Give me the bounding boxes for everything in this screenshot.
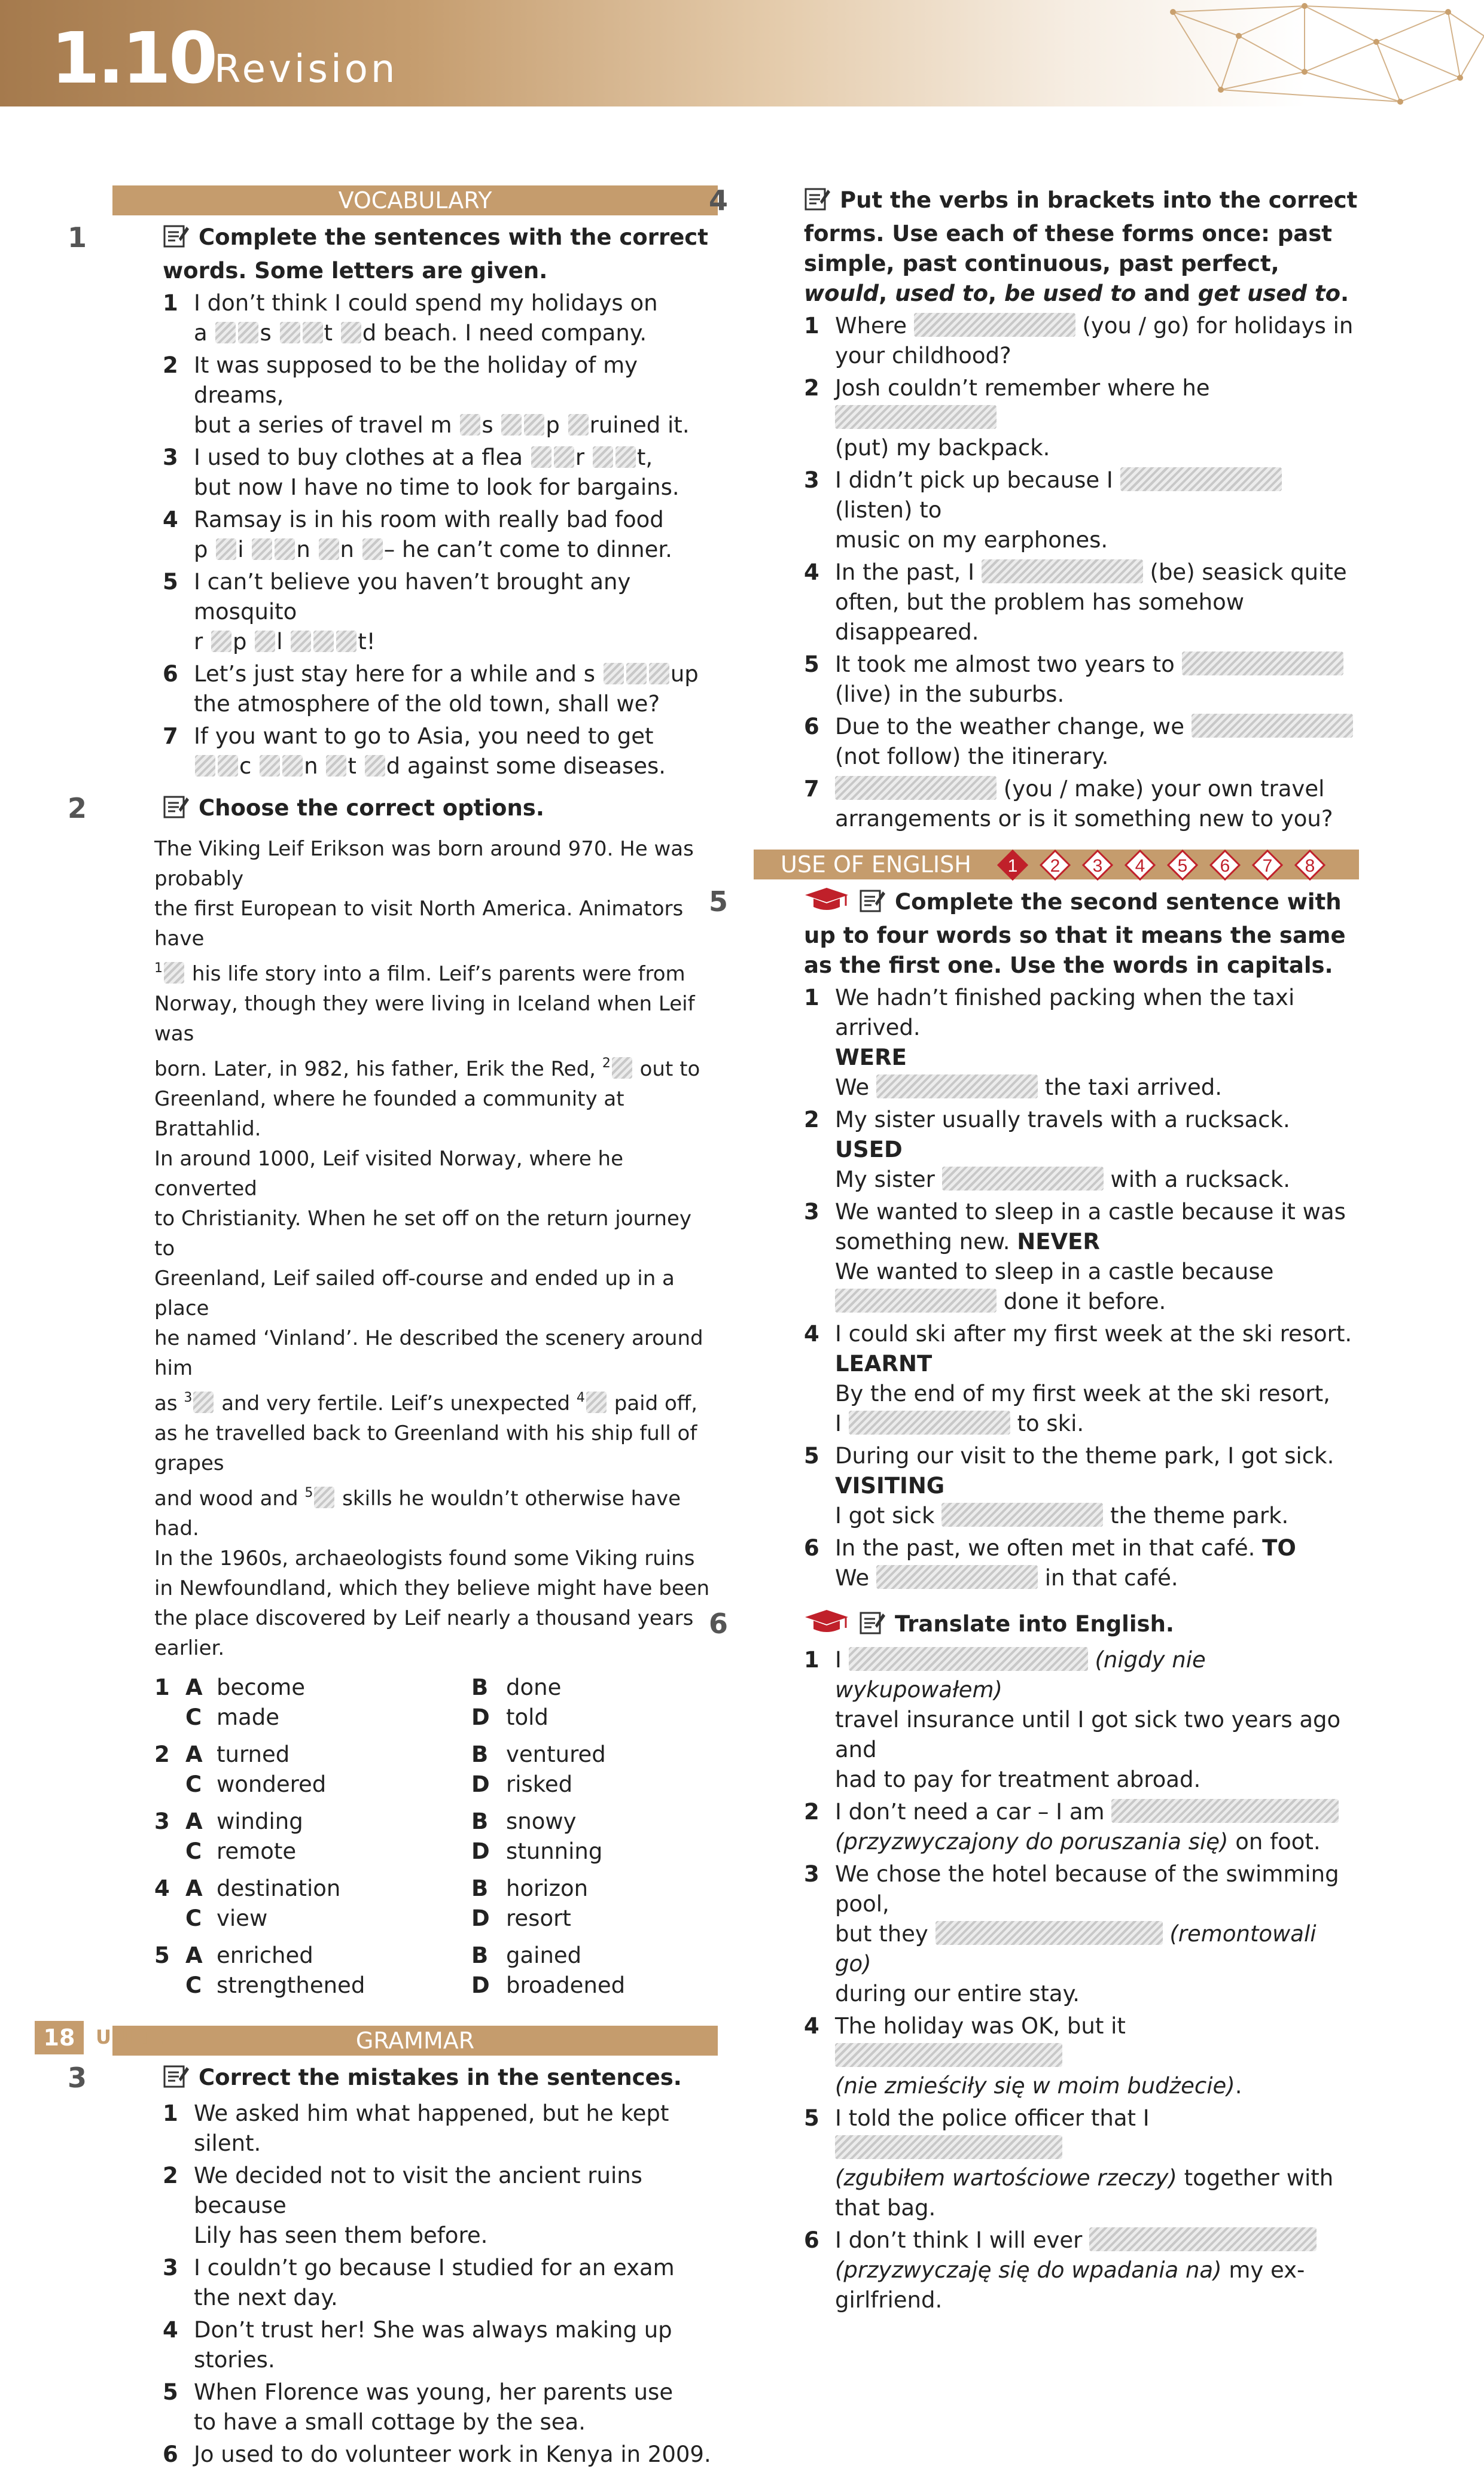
- item-number: 4: [163, 2317, 178, 2343]
- item-number: 5: [163, 569, 178, 595]
- answer-gap[interactable]: [1120, 467, 1282, 491]
- list-item: 3 I couldn’t go because I studied for an exam the next day.: [163, 2253, 718, 2313]
- list-item: 6 Let’s just stay here for a while and s up the atmosphere of the old town, shall we?: [163, 659, 718, 719]
- letter-gap[interactable]: [280, 322, 300, 343]
- exercise-number: 4: [709, 184, 729, 217]
- item-number: 6: [804, 2227, 819, 2253]
- answer-gap[interactable]: [1089, 2227, 1317, 2251]
- letter-gap[interactable]: [255, 631, 275, 652]
- item-number: 3: [804, 1861, 819, 1887]
- item-number: 6: [804, 714, 819, 739]
- option-C[interactable]: C view: [185, 1905, 268, 1931]
- grammar-banner: GRAMMAR: [112, 2026, 718, 2056]
- letter-gap[interactable]: [362, 538, 383, 560]
- exercise-4-instruction: 4 Put the verbs in brackets into the correct forms. Use each of these forms once: past simple, past continuous, past perfect, would, used to, be used to and get used to.: [709, 184, 1358, 306]
- answer-gap[interactable]: [835, 1289, 997, 1313]
- list-item: 1 I don’t think I could spend my holidays on a s t d beach. I need company.: [163, 288, 718, 348]
- list-item: 3 I used to buy clothes at a flea r t, but now I have no time to look for bargains.: [163, 443, 718, 503]
- item-number: 2: [804, 1799, 819, 1825]
- answer-gap[interactable]: [193, 1392, 214, 1413]
- exam-task-diamonds: [996, 848, 1343, 882]
- item-number: 4: [163, 507, 178, 532]
- list-item: 5 I told the police officer that I (zgubiłem wartościowe rzeczy) together with that bag.: [804, 2103, 1359, 2223]
- letter-gap[interactable]: [319, 538, 339, 560]
- list-item: 4 I could ski after my first week at the ski resort. LEARNT By the end of my first week at the ski resort, I to ski.: [804, 1319, 1359, 1439]
- answer-gap[interactable]: [936, 1921, 1163, 1945]
- letter-gap[interactable]: [282, 755, 303, 777]
- list-item: 4 In the past, I (be) seasick quite often, but the problem has somehow disappeared.: [804, 558, 1359, 647]
- item-number: 2: [804, 1107, 819, 1133]
- option-B[interactable]: B horizon: [471, 1876, 589, 1901]
- exercise-number: 1: [68, 221, 87, 254]
- answer-gap[interactable]: [849, 1647, 1088, 1671]
- answer-gap[interactable]: [876, 1074, 1038, 1098]
- list-item: 7 (you / make) your own travel arrangements or is it something new to you?: [804, 774, 1359, 834]
- list-item: 6 In the past, we often met in that café. TO We in that café.: [804, 1533, 1359, 1593]
- item-number: 6: [163, 2441, 178, 2467]
- diamond-label: 8: [1305, 856, 1315, 876]
- letter-gap[interactable]: [216, 538, 236, 560]
- exercise-4-items: [754, 311, 1359, 834]
- use-of-english-banner: USE OF ENGLISH 1 2 3 4 5 6 7 8: [754, 850, 1359, 879]
- option-C[interactable]: C wondered: [185, 1771, 327, 1797]
- item-number: 6: [804, 1535, 819, 1561]
- list-item: 5 During our visit to the theme park, I got sick. VISITING I got sick the theme park.: [804, 1441, 1359, 1531]
- answer-gap[interactable]: [982, 559, 1143, 583]
- writing-icon: [859, 888, 886, 921]
- item-number: 5: [804, 2105, 819, 2131]
- list-item: 1 We asked him what happened, but he kept silent.: [163, 2099, 718, 2159]
- letter-gap[interactable]: [568, 414, 589, 436]
- list-item: 5 I can’t believe you haven’t brought any mosquito r p l t!: [163, 567, 718, 657]
- answer-gap[interactable]: [876, 1565, 1038, 1589]
- letter-gap[interactable]: [252, 538, 272, 560]
- writing-icon: [163, 223, 190, 256]
- writing-icon: [163, 2063, 190, 2096]
- list-item: 1 I (nigdy nie wykupowałem) travel insurance until I got sick two years ago and had to pay for treatment abroad.: [804, 1645, 1359, 1795]
- letter-gap[interactable]: [238, 322, 258, 343]
- option-D[interactable]: D resort: [471, 1905, 571, 1931]
- reading-text: The Viking Leif Erikson was born around 970. He was probably the first European to visit North America. Animators have $^1$ his life story into a film. Leif’s parents were from Norway, though they were living in Iceland when Leif was born. Later, in 982, his father, Erik the Red, $^2$ out to Greenland, where he founded a community at Brattahlid. In around 1000, Leif visited Norway, where he converted to Christianity. When he set off on the return journey to Greenland, Leif sailed off-course and ended up in a place he named ‘Vinland’. He described the scenery around him as $^3$ and very fertile. Leif’s unexpected $^4$ paid off, as he travelled back to Greenland with his ship full of grapes and wood and $^5$ skills he wouldn’t otherwise have had. In the 1960s, archaeologists found some Viking ruins in Newfoundland, which they believe might have been the place discovered by Leif nearly a thousand years earlier.: [154, 837, 710, 1660]
- item-number: 1: [804, 985, 819, 1010]
- letter-gap[interactable]: [195, 755, 215, 777]
- item-number: 2: [163, 2163, 178, 2188]
- list-item: 6 Due to the weather change, we (not follow) the itinerary.: [804, 712, 1359, 772]
- option-B[interactable]: B snowy: [471, 1809, 577, 1834]
- answer-gap[interactable]: [835, 405, 997, 429]
- list-item: 7 If you want to go to Asia, you need to get c n t d against some diseases.: [163, 721, 718, 781]
- exercise-1-items: [112, 288, 718, 781]
- letter-gap[interactable]: [531, 446, 551, 468]
- item-number: 1: [163, 290, 178, 316]
- graduation-cap-icon: [804, 887, 851, 921]
- letter-gap[interactable]: [604, 663, 624, 684]
- option-D[interactable]: D told: [471, 1704, 548, 1730]
- item-number: 5: [163, 2379, 178, 2405]
- option-D[interactable]: D stunning: [471, 1838, 603, 1864]
- writing-icon: [163, 794, 190, 827]
- answer-gap[interactable]: [942, 1167, 1104, 1191]
- list-item: 2 Josh couldn’t remember where he (put) my backpack.: [804, 373, 1359, 463]
- list-item: 1 Where (you / go) for holidays in your childhood?: [804, 311, 1359, 371]
- graduation-cap-icon: [804, 1609, 851, 1643]
- list-item: 4 The holiday was OK, but it (nie zmieściły się w moim budżecie).: [804, 2011, 1359, 2101]
- letter-gap[interactable]: [341, 322, 361, 343]
- item-number: 3: [804, 1199, 819, 1225]
- exercise-6-instruction: 6 Translate into English.: [754, 1609, 1359, 1643]
- page-header: [0, 0, 1484, 106]
- exercise-5-items: [754, 983, 1359, 1593]
- letter-gap[interactable]: [211, 631, 231, 652]
- option-D[interactable]: D risked: [471, 1771, 573, 1797]
- exercise-number: 5: [709, 885, 729, 918]
- item-number: 2: [163, 352, 178, 378]
- letter-gap[interactable]: [303, 322, 323, 343]
- list-item: 3 We chose the hotel because of the swimming pool, but they (remontowali go) during our entire stay.: [804, 1859, 1359, 2009]
- list-item: 3 We wanted to sleep in a castle because it was something new. NEVER We wanted to sleep in a castle because done it before.: [804, 1197, 1359, 1317]
- exercise-1-instruction: 1 Complete the sentences with the correct words. Some letters are given.: [68, 221, 708, 284]
- exercise-6-items: [754, 1645, 1359, 2315]
- answer-gap[interactable]: [612, 1057, 632, 1079]
- option-B[interactable]: B gained: [471, 1943, 582, 1968]
- list-item: 5 When Florence was young, her parents use to have a small cottage by the sea.: [163, 2377, 718, 2437]
- diamond-label: 4: [1135, 856, 1145, 876]
- letter-gap[interactable]: [260, 755, 280, 777]
- item-number: 3: [804, 467, 819, 493]
- letter-gap[interactable]: [215, 322, 236, 343]
- list-item: 4 Don’t trust her! She was always making up stories.: [163, 2315, 718, 2375]
- item-number: 1: [804, 313, 819, 339]
- diamond-label: 7: [1262, 856, 1273, 876]
- lesson-number: 1.10: [51, 17, 216, 99]
- letter-gap[interactable]: [524, 414, 544, 436]
- list-item: 6 Jo used to do volunteer work in Kenya in 2009.: [163, 2440, 718, 2470]
- answer-gap[interactable]: [1192, 714, 1353, 738]
- option-C[interactable]: C made: [185, 1704, 279, 1730]
- page-number: 18: [35, 2021, 84, 2054]
- exercise-3-instruction: 3 Correct the mistakes in the sentences.: [112, 2063, 718, 2096]
- option-A[interactable]: 4 A destination: [154, 1876, 341, 1901]
- answer-gap[interactable]: [164, 962, 184, 984]
- item-number: 1: [163, 2100, 178, 2126]
- diamond-label: 1: [1007, 856, 1018, 876]
- item-number: 4: [804, 559, 819, 585]
- writing-icon: [859, 1610, 886, 1643]
- answer-gap[interactable]: [835, 2043, 1062, 2067]
- option-B[interactable]: B done: [471, 1675, 562, 1700]
- list-item: 1 We hadn’t finished packing when the taxi arrived. WERE We the taxi arrived.: [804, 983, 1359, 1103]
- item-number: 5: [804, 1443, 819, 1469]
- letter-gap[interactable]: [313, 631, 334, 652]
- vocabulary-banner: VOCABULARY: [112, 185, 718, 215]
- list-item: 2 We decided not to visit the ancient ruins because Lily has seen them before.: [163, 2161, 718, 2251]
- option-A[interactable]: 2 A turned: [154, 1742, 290, 1767]
- letter-gap[interactable]: [615, 446, 636, 468]
- right-column: [709, 184, 1359, 2318]
- option-A[interactable]: 5 A enriched: [154, 1943, 313, 1968]
- exercise-number: 2: [68, 792, 87, 824]
- unit-label: UNIT 1: [96, 2026, 175, 2048]
- option-D[interactable]: D broadened: [471, 1972, 626, 1998]
- item-number: 3: [163, 445, 178, 470]
- letter-gap[interactable]: [649, 663, 669, 684]
- exercise-2-instruction: 2 Choose the correct options.: [112, 793, 718, 827]
- answer-gap[interactable]: [849, 1411, 1010, 1435]
- answer-gap[interactable]: [314, 1487, 334, 1508]
- option-A[interactable]: 1 A become: [154, 1675, 306, 1700]
- letter-gap[interactable]: [326, 755, 346, 777]
- letter-gap[interactable]: [501, 414, 522, 436]
- answer-gap[interactable]: [941, 1503, 1103, 1527]
- answer-gap[interactable]: [835, 776, 997, 800]
- exercise-3-items: [112, 2099, 718, 2470]
- option-C[interactable]: C strengthened: [185, 1972, 365, 1998]
- diamond-label: 6: [1220, 856, 1230, 876]
- list-item: 5 It took me almost two years to (live) in the suburbs.: [804, 650, 1359, 710]
- answer-gap[interactable]: [586, 1392, 607, 1413]
- letter-gap[interactable]: [291, 631, 311, 652]
- item-number: 1: [804, 1647, 819, 1673]
- exercise-5-instruction: 5 Complete the second sentence with up to four words so that it means the same as the first one. Use the words in capitals.: [709, 885, 1346, 978]
- lesson-title: Revision: [214, 47, 398, 92]
- diamond-label: 3: [1092, 856, 1103, 876]
- letter-gap[interactable]: [626, 663, 647, 684]
- answer-gap[interactable]: [914, 313, 1075, 337]
- answer-gap[interactable]: [1111, 1799, 1339, 1823]
- left-column: [68, 185, 718, 2472]
- diamond-label: 2: [1050, 856, 1061, 876]
- item-number: 5: [804, 652, 819, 677]
- list-item: 4 Ramsay is in his room with really bad food p i n n – he can’t come to dinner.: [163, 505, 718, 565]
- letter-gap[interactable]: [593, 446, 613, 468]
- answer-gap[interactable]: [835, 2135, 1062, 2159]
- decorative-network-graphic: [1149, 0, 1484, 106]
- letter-gap[interactable]: [554, 446, 574, 468]
- list-item: 2 It was supposed to be the holiday of my dreams, but a series of travel m s p ruined it.: [163, 351, 718, 440]
- item-number: 7: [163, 723, 178, 749]
- diamond-label: 5: [1177, 856, 1188, 876]
- letter-gap[interactable]: [336, 631, 356, 652]
- letter-gap[interactable]: [275, 538, 295, 560]
- item-number: 3: [163, 2255, 178, 2281]
- item-number: 6: [163, 661, 178, 687]
- item-number: 7: [804, 776, 819, 802]
- writing-icon: [804, 186, 831, 219]
- item-number: 4: [804, 2013, 819, 2039]
- answer-gap[interactable]: [1182, 652, 1343, 675]
- exercise-2-options: [154, 1673, 718, 2008]
- option-A[interactable]: 3 A winding: [154, 1809, 303, 1834]
- letter-gap[interactable]: [460, 414, 480, 436]
- exercise-number: 6: [709, 1608, 729, 1640]
- list-item: 6 I don’t think I will ever (przyzwyczaję się do wpadania na) my ex-girlfriend.: [804, 2226, 1359, 2315]
- option-B[interactable]: B ventured: [471, 1742, 606, 1767]
- item-number: 2: [804, 375, 819, 401]
- option-C[interactable]: C remote: [185, 1838, 297, 1864]
- item-number: 4: [804, 1321, 819, 1347]
- list-item: 3 I didn’t pick up because I (listen) to music on my earphones.: [804, 465, 1359, 555]
- list-item: 2 I don’t need a car – I am (przyzwyczajony do poruszania się) on foot.: [804, 1797, 1359, 1857]
- exercise-number: 3: [68, 2062, 87, 2094]
- list-item: 2 My sister usually travels with a rucksack. USED My sister with a rucksack.: [804, 1105, 1359, 1195]
- letter-gap[interactable]: [218, 755, 238, 777]
- letter-gap[interactable]: [365, 755, 385, 777]
